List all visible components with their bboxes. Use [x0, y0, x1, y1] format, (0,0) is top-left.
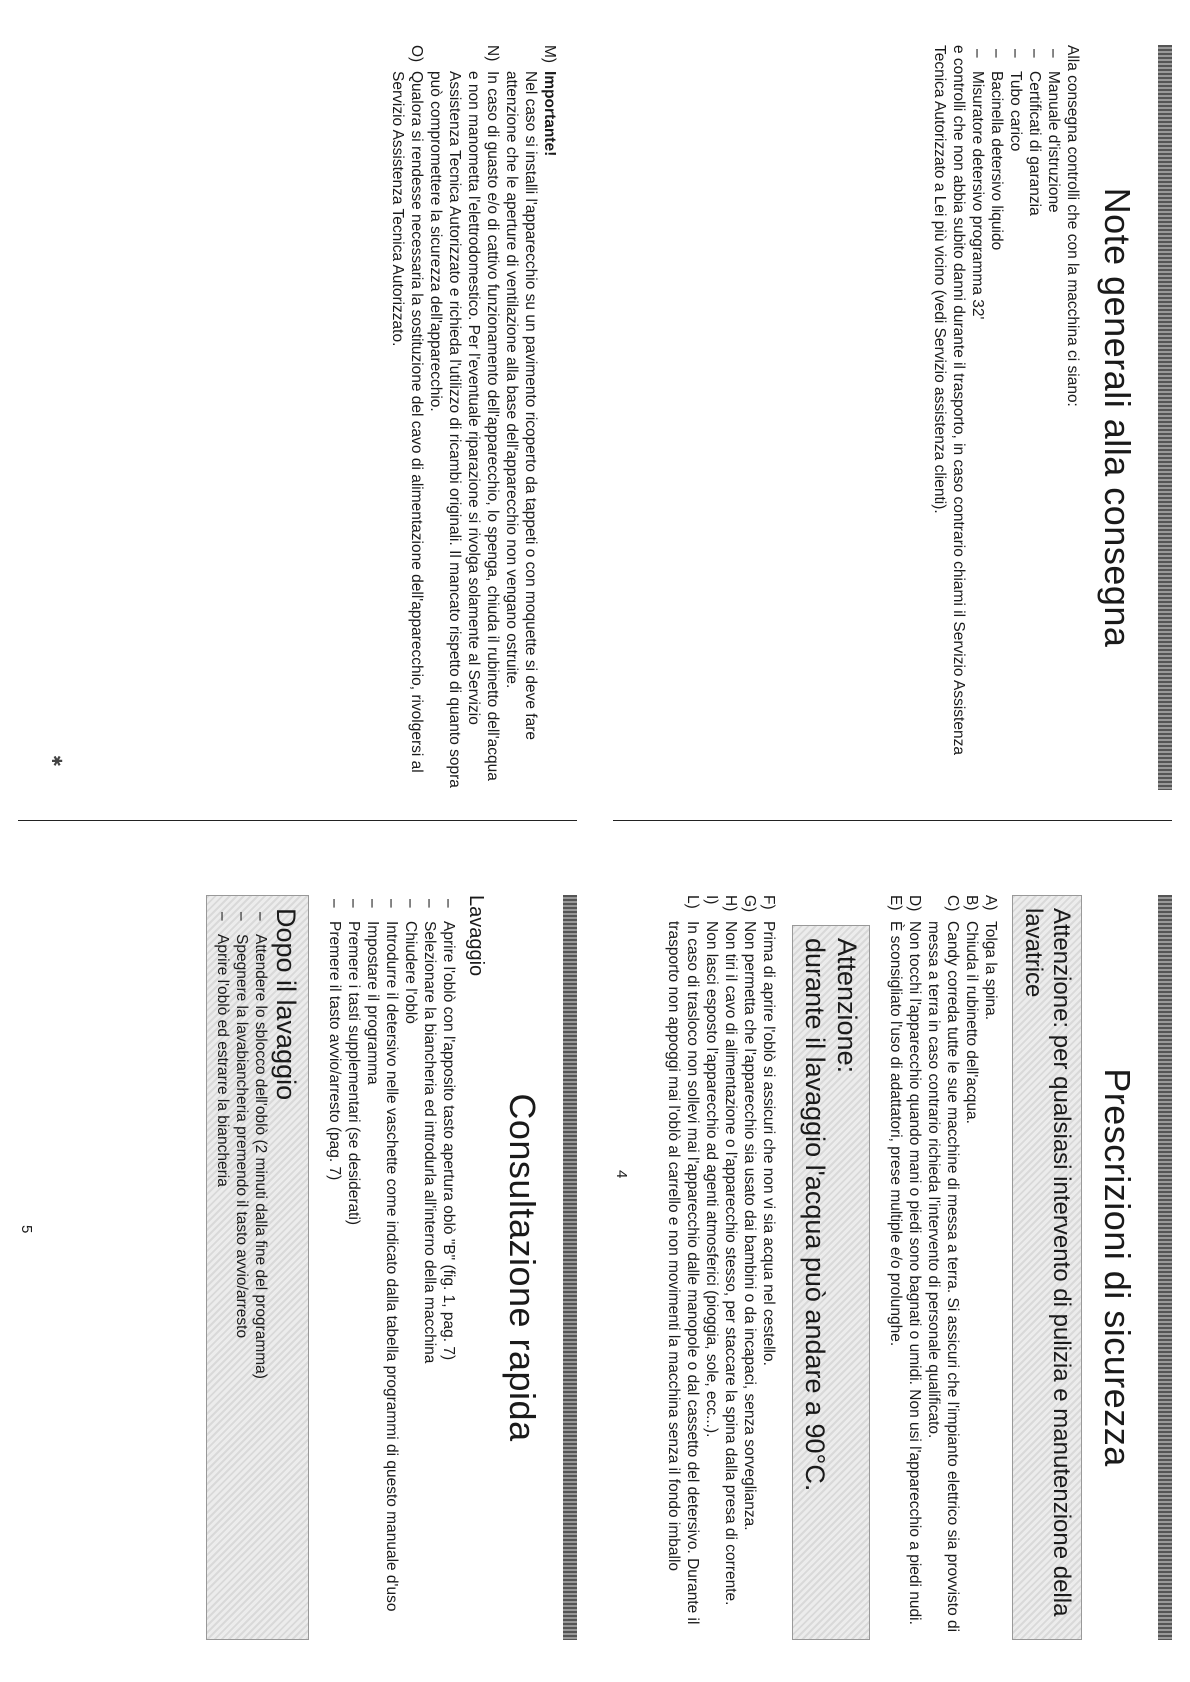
rule-text: Chiuda il rubinetto dell'acqua.: [963, 921, 980, 1124]
rule-marker: D): [906, 895, 923, 912]
quick-guide-section: [0, 895, 595, 1640]
note-outro: e controlli che non abbia subito danni durante il trasporto, in caso contrario chiami il Servizio Assistenza Tecnica Autorizzato a Lei più vicino (vedi Servizio assistenza clienti).: [931, 45, 967, 755]
rule-item: [721, 895, 740, 1640]
page-4: [595, 0, 1190, 1682]
rule-item: [426, 45, 502, 790]
rule-text: In caso di guasto e/o di cattivo funzionamento dell'apparecchio, lo spenga, chiuda il rubinetto dell'acqua e non manometta l'elettrodomestico. Per l'eventuale riparazione si rivolga solamente al Servizio Assistenza Tecnica Autorizzato e richieda l'utilizzo di ricambi originali. Il mancato rispetto di quanto sopra può compromettere la sicurezza dell'apparecchio.: [427, 71, 501, 788]
rule-item: [702, 895, 721, 1640]
washing-step: – Aprire l'oblò con l'apposito tasto apertura oblò "B" (fig. 1, pag. 7): [439, 895, 458, 1640]
note-title: Note generali alla consegna: [1097, 187, 1138, 648]
safety-rules-b: [664, 895, 778, 1640]
rule-marker: N): [484, 45, 501, 62]
note-item: – Bacinella detersivo liquido: [987, 45, 1006, 790]
after-wash-title: Dopo il lavaggio: [271, 908, 301, 1101]
washing-steps-list: [325, 895, 458, 1640]
note-intro: Alla consegna controlli che con la macchina ci siano:: [1064, 45, 1081, 407]
washing-step: – Introdurre il detersivo nelle vaschette come indicato dalla tabella programmi di questo manuale d'uso: [382, 895, 401, 1640]
rule-item: [981, 895, 1000, 1640]
washing-step: – Chiudere l'oblò: [401, 895, 420, 1640]
note-items-list: [968, 45, 1063, 790]
washing-step: – Premere il tasto avvio/arresto (pag. 7): [325, 895, 344, 1640]
rule-text: È sconsigliato l'uso di adattatori, prese multiple e/o prolunghe.: [887, 921, 904, 1347]
rule-text: Candy correda tutte le sue macchine di messa a terra. Si assicuri che l'impianto elettrico sia provvisto di messa a terra in caso contrario richieda l'intervento di personale qualificato.: [925, 921, 961, 1633]
rule-item: [962, 895, 981, 1640]
quick-title: Consultazione rapida: [502, 1093, 543, 1442]
note-item: – Certificati di garanzia: [1025, 45, 1044, 790]
attention-box-90c: [792, 925, 870, 1640]
rule-text: Nel caso si installi l'apparecchio su un pavimento ricoperto da tappeti o con moquette si deve fare attenzione che le aperture di ventilazione alla base dell'apparecchio non vengano ostruite.: [503, 71, 539, 740]
after-wash-box: [206, 895, 309, 1640]
header-band: [563, 895, 577, 1640]
rule-marker: M): [541, 45, 558, 64]
rule-text: Non lasci esposto l'apparecchio ad agenti atmosferici (pioggia, sole, ecc...).: [703, 921, 720, 1438]
rule-text: Non permetta che l'apparecchio sia usato dai bambini o da incapaci, senza sorveglianza.: [741, 921, 758, 1531]
rule-item: [905, 895, 924, 1640]
note-item: – Manuale d'istruzione: [1044, 45, 1063, 790]
safety-title: Prescrizioni di sicurezza: [1097, 1068, 1138, 1467]
attention-text: durante il lavaggio l'acqua può andare a 90°C.: [800, 938, 830, 1492]
after-wash-step: – Attendere lo sblocco dell'oblò (2 minuti dalla fine del programma): [251, 908, 270, 1627]
rule-marker: I): [703, 895, 720, 905]
attention-box-maintenance: Attenzione: per qualsiasi intervento di pulizia e manutenzione della lavatrice: [1012, 895, 1082, 1640]
after-wash-step: – Aprire l'oblò ed estrarre la biancheria: [213, 908, 232, 1627]
safety-rules-c: [388, 45, 559, 790]
rule-text: Tolga la spina.: [982, 921, 999, 1021]
page-number: 5: [18, 1225, 35, 1234]
rule-item: [886, 895, 905, 1640]
rule-marker: C): [944, 895, 961, 912]
rule-item: [759, 895, 778, 1640]
rule-marker: L): [684, 895, 701, 909]
washing-step: – Impostare il programma: [363, 895, 382, 1640]
rule-text: In caso di trasloco non sollevi mai l'apparecchio dalle manopole o dal cassetto del detersivo. Durante il trasporto non appoggi mai l'oblò al carrello e non movimenti la macchina senza il fondo imballo: [665, 921, 701, 1625]
rule-item: [388, 45, 426, 790]
note-item: – Misuratore detersivo programma 32': [968, 45, 987, 790]
washing-step: – Premere i tasti supplementari (se desiderati): [344, 895, 363, 1640]
page-number: 4: [613, 1170, 630, 1179]
attention-label: Attenzione:: [832, 938, 862, 1074]
rule-title: Importante!: [541, 71, 558, 157]
washing-step: – Selezionare la biancheria ed introdurla all'interno della macchina: [420, 895, 439, 1640]
note-generali-section: [595, 45, 1190, 790]
rule-text: Non tocchi l'apparecchio quando mani o piedi sono bagnati o umidi. Non usi l'apparecchio a piedi nudi.: [906, 921, 923, 1625]
after-wash-steps: [213, 908, 270, 1627]
stamp-mark: ✱: [49, 755, 65, 767]
after-wash-step: – Spegnere la lavabiancheria premendo il tasto avvio/arresto: [232, 908, 251, 1627]
rule-item: [924, 895, 962, 1640]
rule-item: [664, 895, 702, 1640]
note-item: – Tubo carico: [1006, 45, 1025, 790]
washing-subtitle: Lavaggio: [465, 895, 487, 977]
safety-section: [595, 895, 1190, 1640]
rule-marker: B): [963, 895, 980, 911]
rule-marker: G): [741, 895, 758, 913]
page-fold-line: [18, 820, 577, 821]
header-band: [1158, 45, 1172, 790]
rule-text: Prima di aprire l'oblò si assicuri che non vi sia acqua nel cestello.: [760, 921, 777, 1366]
rule-item: [740, 895, 759, 1640]
rule-marker: E): [887, 895, 904, 911]
page-fold-line: [613, 820, 1172, 821]
rule-text: Non tiri il cavo di alimentazione o l'apparecchio stesso, per staccare la spina dalla presa di corrente.: [722, 921, 739, 1606]
safety-rules-a: [886, 895, 1000, 1640]
rule-marker: A): [982, 895, 999, 911]
rule-marker: H): [722, 895, 739, 912]
header-band: [1158, 895, 1172, 1640]
rule-item: [502, 45, 559, 790]
important-section: [0, 45, 595, 790]
rule-marker: O): [408, 45, 425, 63]
rule-text: Qualora si rendesse necessaria la sostituzione del cavo di alimentazione dell'apparecchio, rivolgersi al Servizio Assistenza Tecnica Autorizzato.: [389, 71, 425, 773]
rule-marker: F): [760, 895, 777, 910]
